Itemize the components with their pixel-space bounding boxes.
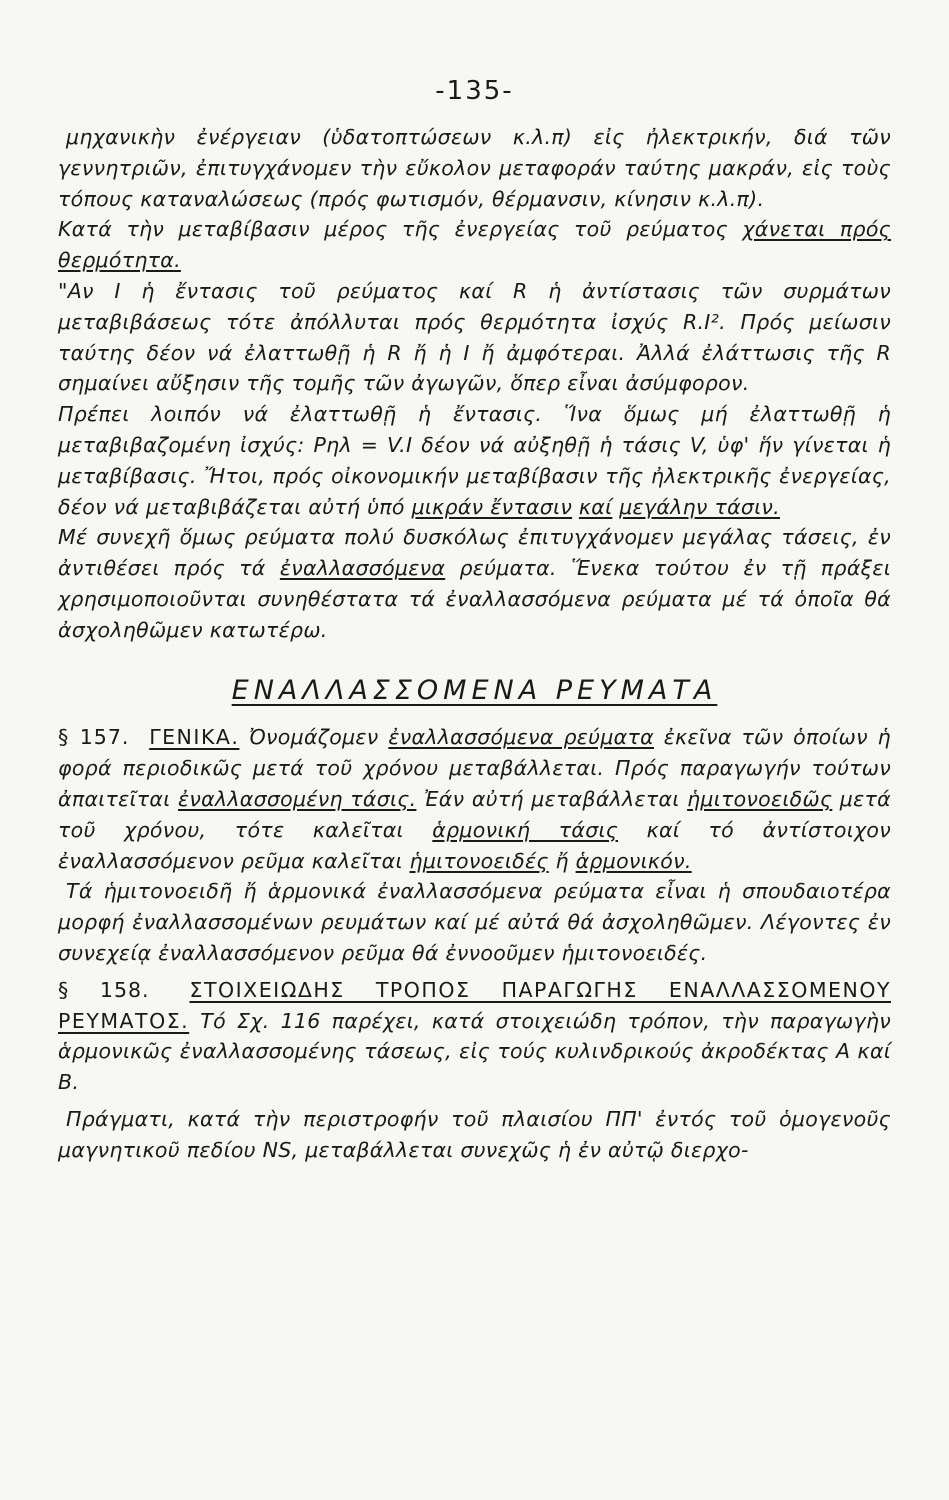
section-157-paragraph-2: Τά ἡμιτονοειδῆ ἤ ἁρμονικά ἐναλλασσόμενα ρεύματα εἶναι ἡ σπουδαιοτέρα μορφή ἐναλλασσομένων ρευμάτων καί μέ αὐτά θά ἀσχοληθῶμεν. Λέγοντες ἐν συνεχείᾳ ἐναλλασσόμενον ρεῦμα θά ἐννοοῦμεν ἡμιτονοειδές. — [58, 879, 891, 965]
text-segment: Τό Σχ. 116 παρέχει, κατά στοιχειώδη τρόπον, τὴν παραγωγὴν ἁρμονικῶς ἐναλλασσομένης τάσεως, εἰς τούς κυλινδρικούς ἀκροδέκτας Α καί Β. — [58, 1008, 891, 1095]
text-segment: Μέ συνεχῆ ὅμως ρεύματα πολύ δυσκόλως ἐπιτυγχάνομεν μεγάλας τάσεις, ἐν ἀντιθέσει πρός τά — [58, 525, 891, 581]
underlined-and: καί — [578, 494, 613, 519]
body-text — [58, 122, 891, 1166]
section-158 — [58, 975, 891, 1098]
section-157-title: ΓΕΝΙΚΑ. — [149, 725, 240, 750]
text-segment: ἐκεῖνα τῶν ὁποίων ἡ φορά περιοδικῶς μετά τοῦ χρόνου μεταβάλλεται. Πρός παραγωγήν τούτων ἀπαιτεῖται — [58, 725, 891, 811]
paragraph-reduce-current — [58, 399, 891, 522]
underlined-term: ἡμιτονοειδῶς — [687, 786, 833, 811]
underlined-high-voltage: μεγάλην τάσιν. — [619, 494, 781, 519]
text-segment: Κατά τὴν μεταβίβασιν μέρος τῆς ἐνεργείας τοῦ ρεύματος — [58, 217, 728, 242]
text-segment: Ὀνομάζομεν — [249, 725, 379, 750]
underlined-heat-loss: χάνεται πρός θερμότητα. — [58, 217, 892, 273]
underlined-alternating: ἐναλλασσόμενα — [279, 556, 446, 581]
paragraph-power-loss: "Αν Ι ἡ ἔντασις τοῦ ρεύματος καί R ἡ ἀντίστασις τῶν συρμάτων μεταβιβάσεως τότε ἀπόλλυται πρός θερμότητα ἰσχύς R.I². Πρός μείωσιν ταύτης δέον νά ἐλαττωθῇ ἡ R ἤ ἡ Ι ἤ ἀμφότεραι. Ἀλλά ἐλάττωσις τῆς R σημαίνει αὔξησιν τῆς τομῆς τῶν ἀγωγῶν, ὅπερ εἶναι ἀσύμφορον. — [58, 278, 891, 396]
chapter-heading-text: ΕΝΑΛΛΑΣΣΟΜΕΝΑ ΡΕΥΜΑΤΑ — [231, 674, 718, 706]
page-number: -135- — [435, 76, 514, 106]
chapter-heading — [58, 676, 891, 707]
underlined-term: ἐναλλασσόμενα ρεύματα — [388, 725, 654, 750]
underlined-term: ἐναλλασσομένη τάσις. — [177, 786, 417, 811]
paragraph-dc-vs-ac — [58, 522, 891, 645]
text-segment: μετά τοῦ χρόνου, τότε καλεῖται — [58, 786, 891, 842]
paragraph-intro: μηχανικὴν ἐνέργειαν (ὑδατοπτώσεων κ.λ.π) εἰς ἠλεκτρικήν, διά τῶν γεννητριῶν, ἐπιτυγχάνομεν τὴν εὔκολον μεταφοράν ταύτης μακράν, εἰς τοὺς τόπους καταναλώσεως (πρός φωτισμόν, θέρμανσιν, κίνησιν κ.λ.π). — [58, 125, 891, 211]
underlined-term: ἡμιτονοειδές — [409, 848, 549, 873]
underlined-small-current: μικράν ἔντασιν — [411, 494, 573, 519]
section-158-number: § 158. — [58, 977, 150, 1002]
text-segment: καί τό ἀντίστοιχον ἐναλλασσόμενον ρεῦμα καλεῖται — [58, 817, 891, 873]
section-157 — [58, 722, 891, 876]
section-157-number: § 157. — [58, 725, 130, 750]
section-158-paragraph-2: Πράγματι, κατά τὴν περιστροφήν τοῦ πλαισίου ΠΠ' ἐντός τοῦ ὁμογενοῦς μαγνητικοῦ πεδίου ΝS, μεταβάλλεται συνεχῶς ἡ ἐν αὐτῷ διερχο- — [58, 1106, 891, 1162]
underlined-term: ἁρμονική τάσις — [432, 817, 619, 842]
section-158-title: ΣΤΟΙΧΕΙΩΔΗΣ ΤΡΟΠΟΣ ΠΑΡΑΓΩΓΗΣ ΕΝΑΛΛΑΣΣΟΜΕΝΟΥ ΡΕΥΜΑΤΟΣ. — [58, 977, 891, 1033]
text-segment: Ἐάν αὐτή μεταβάλλεται — [423, 786, 680, 811]
text-segment: ἤ — [555, 848, 569, 873]
text-segment: ρεύματα. Ἕνεκα τούτου ἐν τῇ πράξει χρησιμοποιοῦνται συνηθέστατα τά ἐναλλασσόμενα ρεύματα μέ τά ὁποῖα θά ἀσχοληθῶμεν κατωτέρω. — [58, 556, 891, 642]
text-segment: Πρέπει λοιπόν νά ἐλαττωθῇ ἡ ἔντασις. Ἵνα ὅμως μή ἐλαττωθῇ ἡ μεταβιβαζομένη ἰσχύς: Pηλ = V.I δέον νά αὐξηθῇ ἡ τάσις V, ὑφ' ἥν γίνεται ἡ μεταβίβασις. Ἤτοι, πρός οἰκονομικήν μεταβίβασιν τῆς ἠλεκτρικῆς ἐνεργείας, δέον νά μεταβιβάζεται αὐτή ὑπό — [58, 402, 891, 519]
underlined-term: ἁρμονικόν. — [575, 848, 692, 873]
paragraph-transmission-loss — [58, 214, 891, 276]
